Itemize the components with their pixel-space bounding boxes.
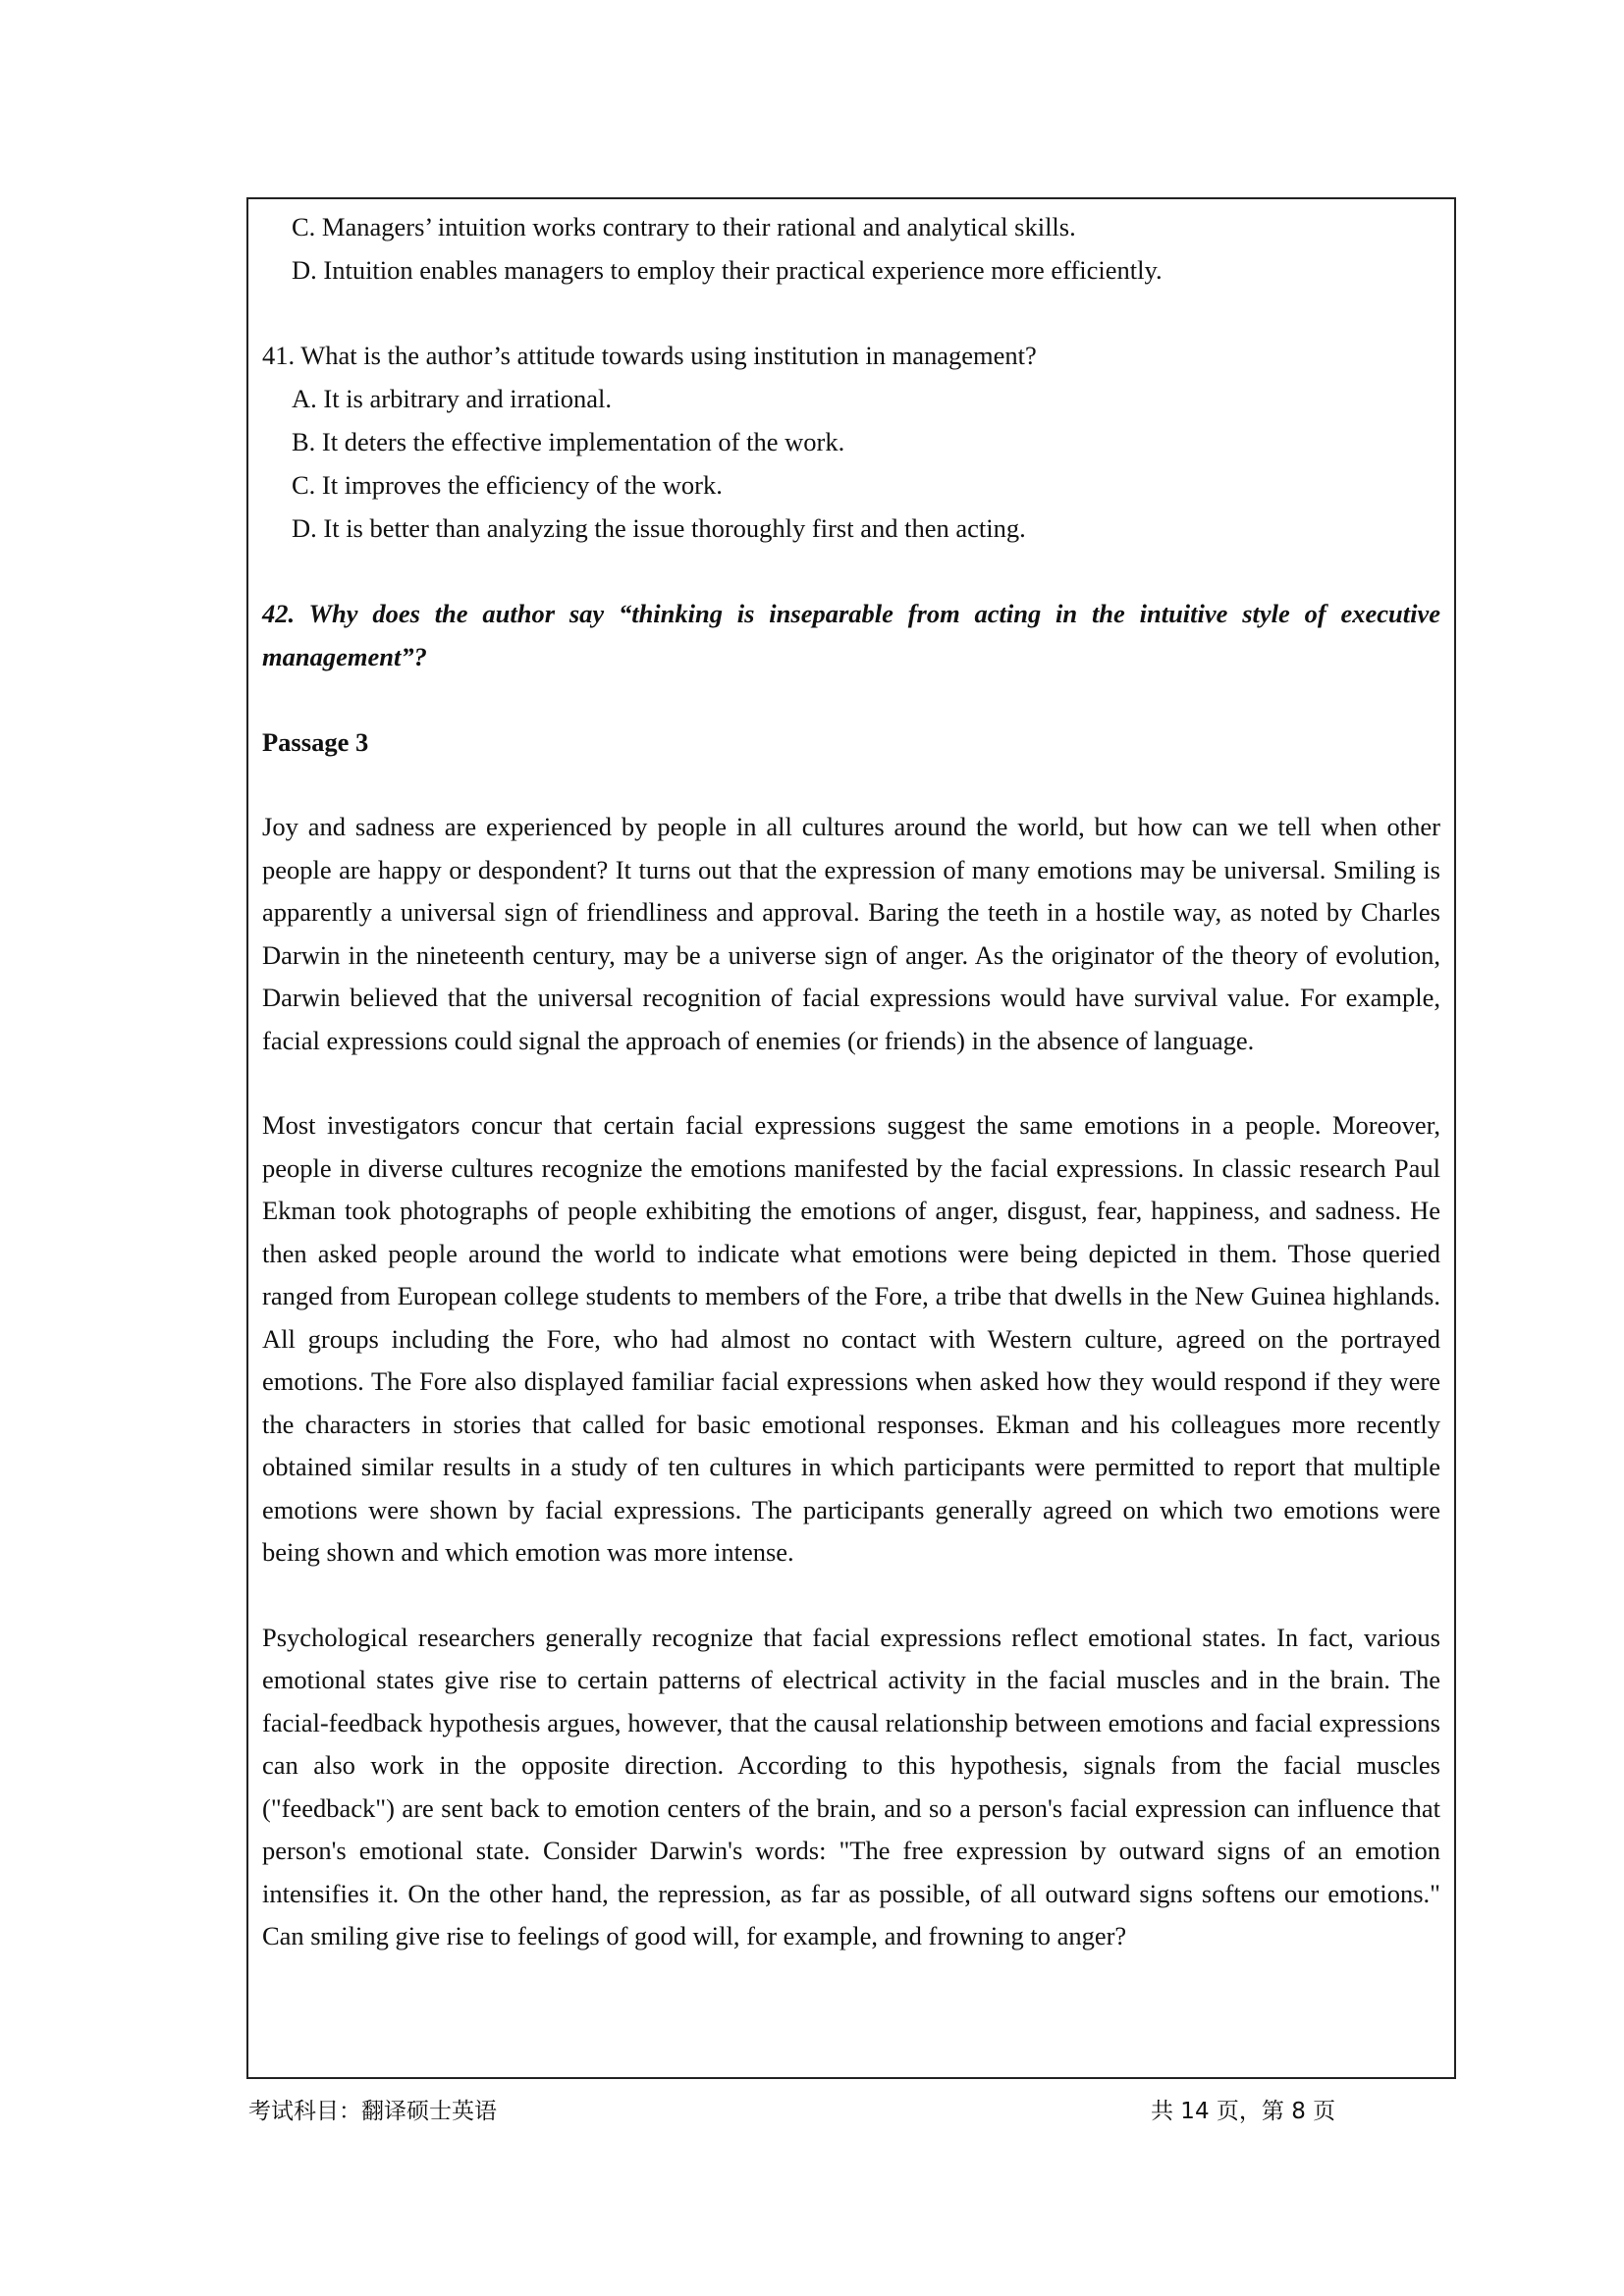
q40-option-d: D. Intuition enables managers to employ their practical experience more efficiently.	[292, 255, 1163, 285]
passage-paragraph-1: Joy and sadness are experienced by people in all cultures around the world, but how can we tell when other people are happy or despondent? It turns out that the expression of many emotions may be universal. Smiling is apparently a universal sign of friendliness and approval. Baring the teeth in a hostile way, as noted by Charles Darwin in the nineteenth century, may be a universe sign of anger. As the originator of the theory of evolution, Darwin believed that the universal recognition of facial expressions would have survival value. For example, facial expressions could signal the approach of enemies (or friends) in the absence of language.	[262, 812, 1440, 1055]
spacer	[262, 678, 1440, 721]
q41-option-d: D. It is better than analyzing the issue thoroughly first and then acting.	[292, 513, 1026, 543]
q41-option-b: B. It deters the effective implementation of the work.	[292, 427, 845, 456]
q40-option-c: C. Managers’ intuition works contrary to their rational and analytical skills.	[292, 212, 1076, 241]
footer-subject: 考试科目：翻译硕士英语	[248, 2099, 497, 2124]
spacer	[262, 1575, 1440, 1617]
passage-paragraph-2: Most investigators concur that certain facial expressions suggest the same emotions in a people. Moreover, people in diverse cultures recognize the emotions manifested by the facial expressions. In classic research Paul Ekman took photographs of people exhibiting the emotions of anger, disgust, fear, happiness, and sadness. He then asked people around the world to indicate what emotions were being depicted in them. Those queried ranged from European college students to members of the Fore, a tribe that dwells in the New Guinea highlands. All groups including the Fore, who had almost no contact with Western culture, agreed on the portrayed emotions. The Fore also displayed familiar facial expressions when asked how they would respond if they were the characters in stories that called for basic emotional responses. Ekman and his colleagues more recently obtained similar results in a study of ten cultures in which participants were permitted to report that multiple emotions were shown by facial expressions. The participants generally agreed on which two emotions were being shown and which emotion was more intense.	[262, 1110, 1440, 1567]
q41-stem: 41. What is the author’s attitude towards using institution in management?	[262, 341, 1037, 370]
footer-page-number: 共 14 页，第 8 页	[1151, 2099, 1336, 2124]
spacer	[262, 1062, 1440, 1104]
passage-paragraph-3: Psychological researchers generally recognize that facial expressions reflect emotional states. In fact, various emotional states give rise to certain patterns of electrical activity in the facial muscles and in the brain. The facial-feedback hypothesis argues, however, that the causal relationship between emotions and facial expressions can also work in the opposite direction. According to this hypothesis, signals from the facial muscles ("feedback") are sent back to emotion centers of the brain, and so a person's facial expression can influence that person's emotional state. Consider Darwin's words: "The free expression by outward signs of an emotion intensifies it. On the other hand, the repression, as far as possible, of all outward signs softens our emotions." Can smiling give rise to feelings of good will, for example, and frowning to anger?	[262, 1622, 1440, 1950]
q41-option-c: C. It improves the efficiency of the work.	[292, 470, 723, 500]
spacer	[262, 764, 1440, 806]
passage-heading: Passage 3	[262, 727, 369, 757]
spacer	[262, 292, 1440, 334]
spacer	[262, 550, 1440, 592]
q42-question: 42. Why does the author say “thinking is inseparable from acting in the intuitive style of executive management”?	[262, 599, 1440, 671]
exam-content-box	[246, 197, 1456, 2079]
q41-option-a: A. It is arbitrary and irrational.	[292, 384, 612, 413]
